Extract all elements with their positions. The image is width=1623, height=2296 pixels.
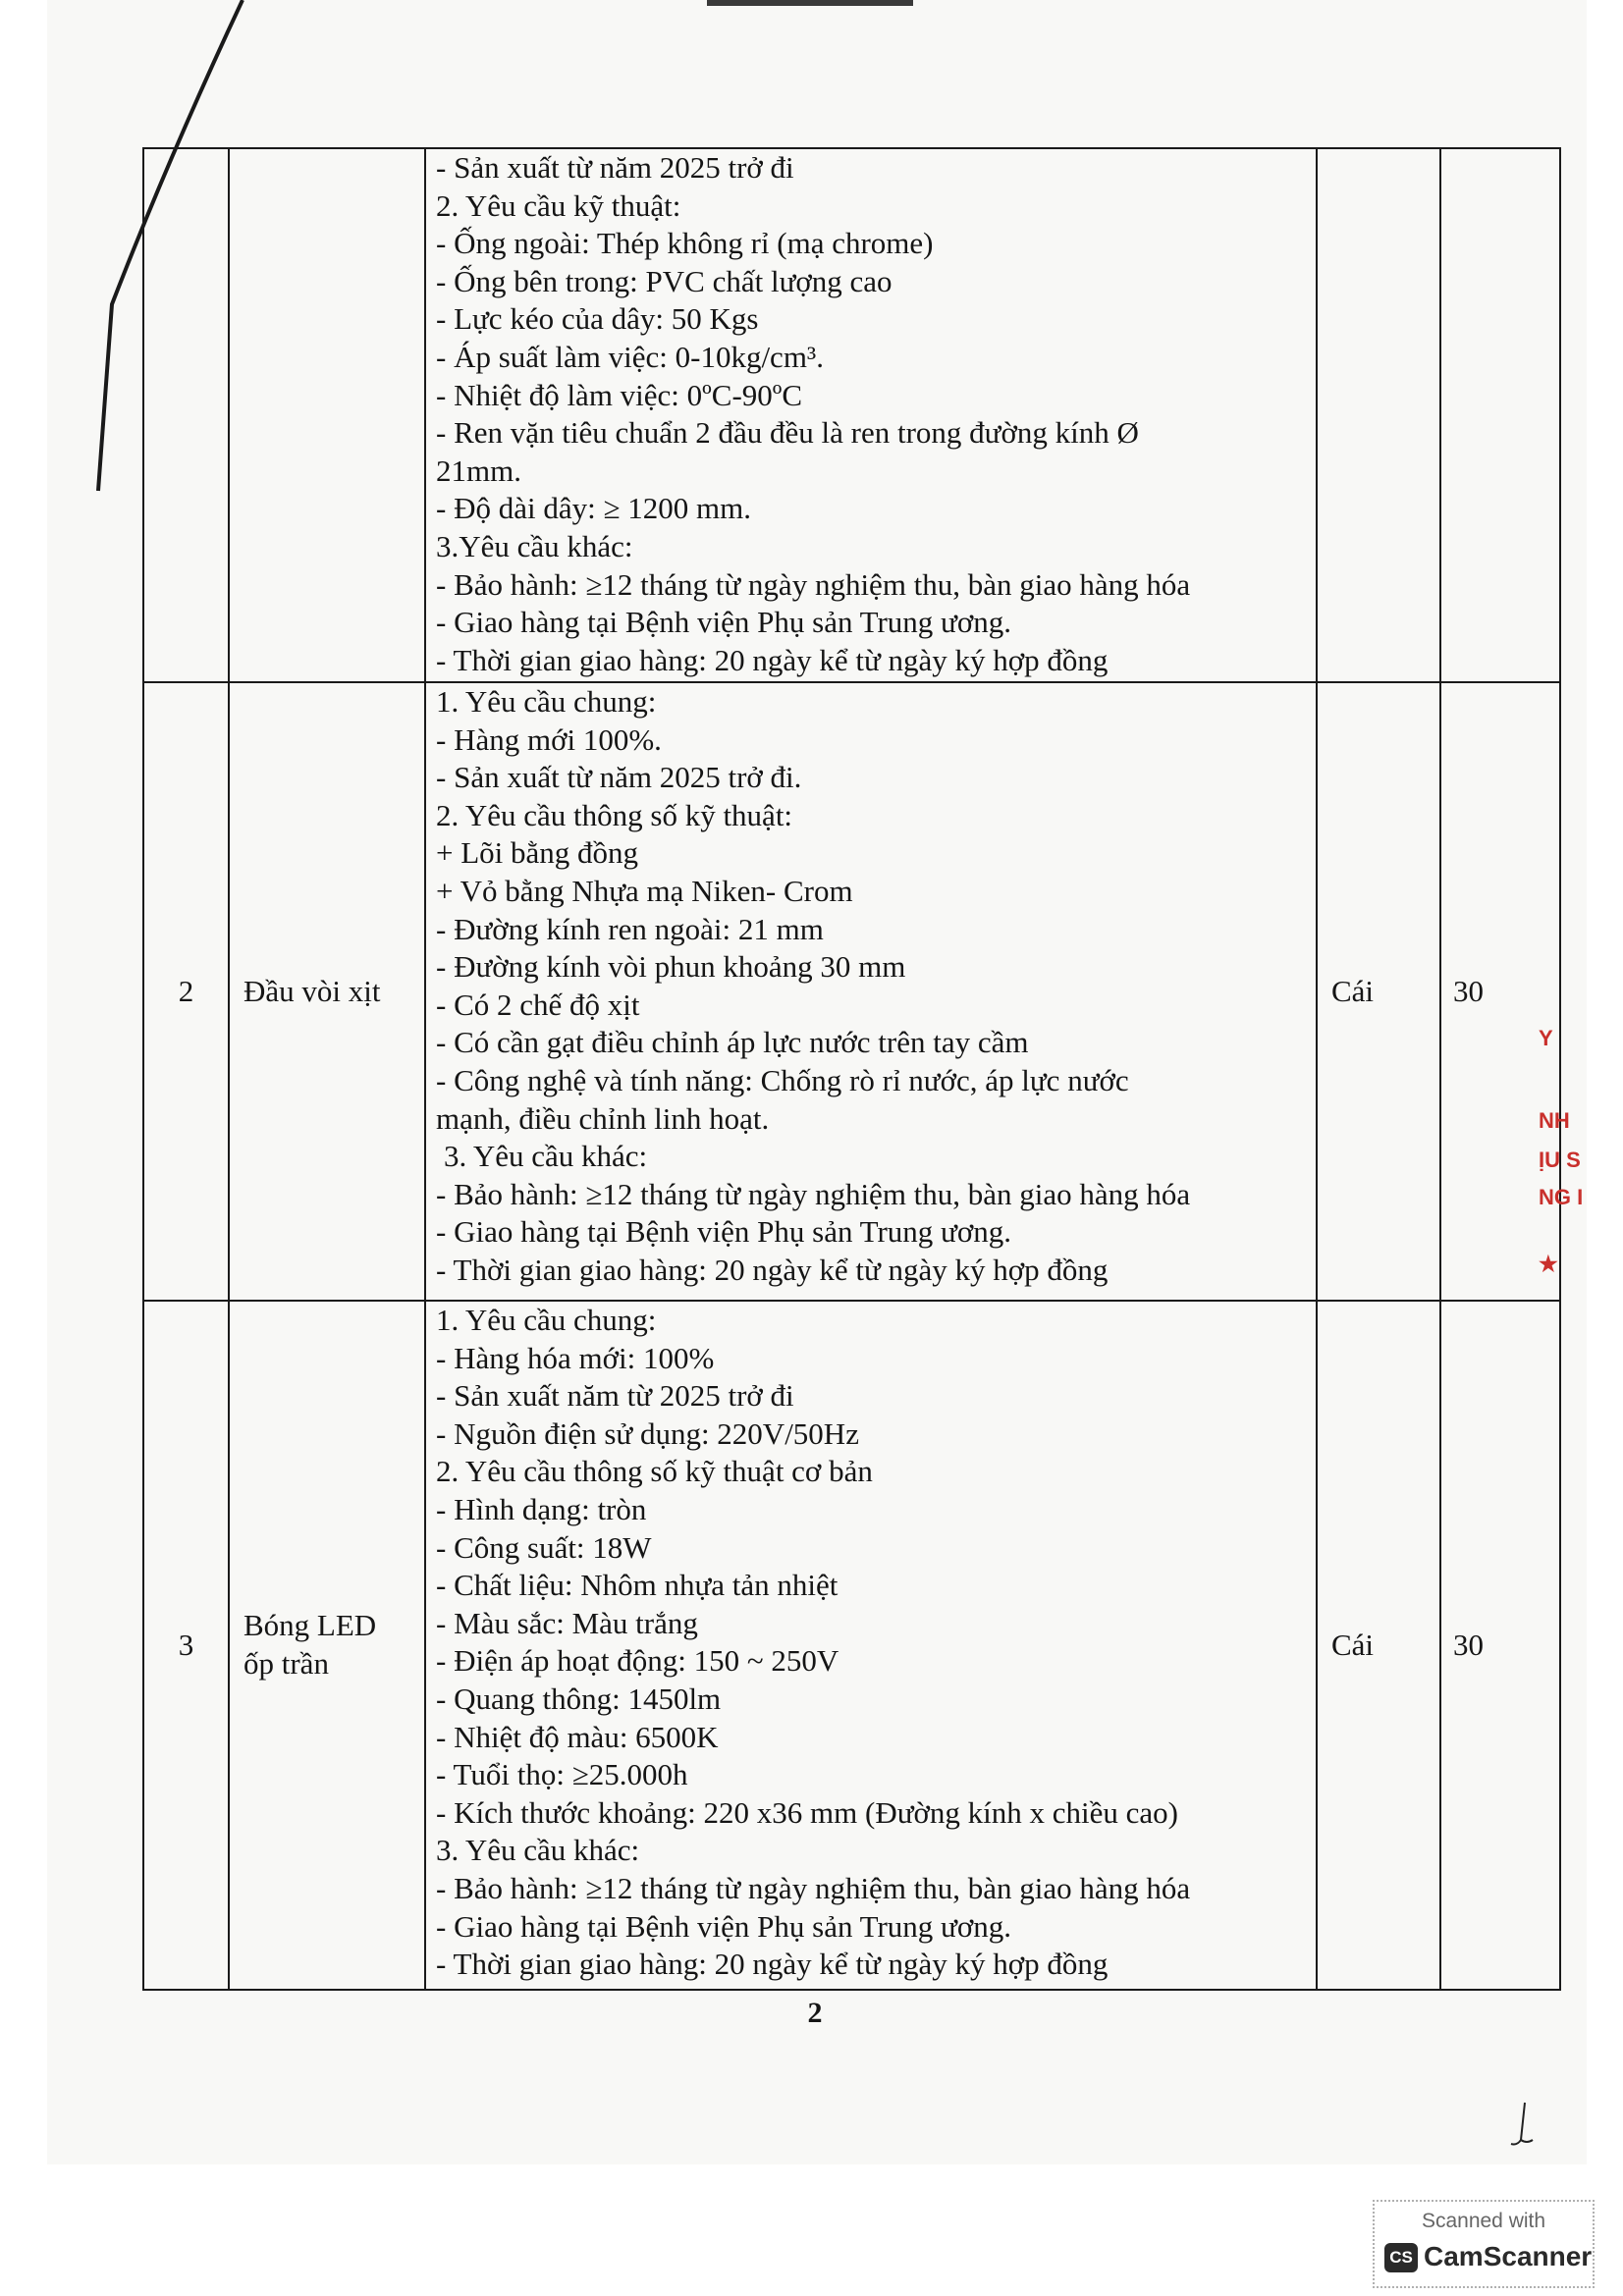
spec-line: - Có 2 chế độ xịt [436,987,640,1022]
stamp-text: NH [1539,1108,1570,1133]
camscanner-logo-icon: CS [1384,2243,1418,2272]
spec-line: - Công suất: 18W [436,1529,652,1565]
item-number-cell: 2 [143,682,229,1301]
item-name-cell [229,682,425,1301]
table-row [143,148,1560,682]
spec-line: - Tuổi thọ: ≥25.000h [436,1757,688,1792]
page-number: 2 [807,1997,823,2029]
spec-line: - Chất liệu: Nhôm nhựa tản nhiệt [436,1568,839,1603]
quantity-cell: 30 [1440,682,1560,1301]
spec-line: 2. Yêu cầu kỹ thuật: [436,187,681,223]
spec-line: - Ren vặn tiêu chuẩn 2 đầu đều là ren trong đường kính Ø [436,415,1139,451]
item-name-cell [229,1301,425,1990]
spec-line: - Bảo hành: ≥12 tháng từ ngày nghiệm thu, bàn giao hàng hóa [436,1176,1191,1211]
spec-line: - Thời gian giao hàng: 20 ngày kể từ ngày ký hợp đồng [436,642,1109,677]
spec-line: 3. Yêu cầu khác: [436,1833,640,1868]
spec-line: 3.Yêu cầu khác: [436,528,633,563]
specification-cell [425,1301,1317,1990]
spec-line: 1. Yêu cầu chung: [436,684,657,719]
spec-line: - Nhiệt độ màu: 6500K [436,1719,719,1754]
spec-line: - Có cần gạt điều chỉnh áp lực nước trên tay cầm [436,1025,1029,1060]
spec-line: 2. Yêu cầu thông số kỹ thuật cơ bản [436,1454,873,1489]
quantity-cell: 30 [1440,1301,1560,1990]
stamp-text: NG I [1539,1185,1584,1209]
spec-line: mạnh, điều chỉnh linh hoạt. [436,1100,770,1136]
red-stamp-fragment [1537,1016,1596,1291]
spec-line: - Giao hàng tại Bệnh viện Phụ sản Trung ương. [436,605,1012,640]
camscanner-badge [1373,2200,1595,2288]
stamp-text: ★ [1539,1252,1558,1276]
item-number-cell [143,148,229,682]
item-name-line: ốp trần [243,1646,329,1681]
spec-line: 2. Yêu cầu thông số kỹ thuật: [436,797,793,832]
spec-line: - Áp suất làm việc: 0-10kg/cm³. [436,339,824,374]
specification-table [142,147,1561,1991]
spec-line: - Điện áp hoạt động: 150 ~ 250V [436,1643,839,1679]
spec-line: - Sản xuất từ năm 2025 trở đi [436,150,794,185]
spec-line: - Nguồn điện sử dụng: 220V/50Hz [436,1415,859,1451]
table-row [143,1301,1560,1990]
item-name-cell [229,148,425,682]
spec-line: - Ống ngoài: Thép không rỉ (mạ chrome) [436,226,934,261]
spec-line: - Hàng hóa mới: 100% [436,1340,715,1375]
spec-line: - Ống bên trong: PVC chất lượng cao [436,263,893,298]
spec-line: - Sản xuất năm từ 2025 trở đi [436,1378,794,1414]
spec-line: - Sản xuất từ năm 2025 trở đi. [436,760,802,795]
table-row [143,682,1560,1301]
spec-line: - Thời gian giao hàng: 20 ngày kể từ ngày ký hợp đồng [436,1252,1109,1287]
spec-line: - Bảo hành: ≥12 tháng từ ngày nghiệm thu, bàn giao hàng hóa [436,566,1191,602]
scanned-with-text: Scanned with [1421,2210,1546,2232]
spec-line: - Đường kính ren ngoài: 21 mm [436,911,824,946]
quantity-cell [1440,148,1560,682]
spec-line: - Độ dài dây: ≥ 1200 mm. [436,491,751,526]
specification-cell [425,148,1317,682]
spec-line: - Kích thước khoảng: 220 x36 mm (Đường kính x chiều cao) [436,1794,1178,1830]
spec-line: - Quang thông: 1450lm [436,1681,722,1716]
spec-line: - Giao hàng tại Bệnh viện Phụ sản Trung ương. [436,1214,1012,1250]
spec-line: + Lõi bằng đồng [436,835,639,871]
stamp-text: Y [1539,1026,1553,1050]
spec-line: 1. Yêu cầu chung: [436,1303,657,1337]
spec-line: 21mm. [436,453,521,488]
spec-line: 3. Yêu cầu khác: [444,1139,648,1174]
spec-line: - Màu sắc: Màu trắng [436,1605,698,1640]
spec-line: - Thời gian giao hàng: 20 ngày kể từ ngày ký hợp đồng [436,1947,1109,1982]
stamp-text: ỊU S [1539,1148,1581,1172]
spec-line: - Nhiệt độ làm việc: 0ºC-90ºC [436,377,803,412]
specification-cell [425,682,1317,1301]
spec-line: - Công nghệ và tính năng: Chống rò rỉ nước, áp lực nước [436,1062,1129,1097]
handwritten-initial [1507,2101,1537,2150]
spec-line: - Hàng mới 100%. [436,721,662,757]
spec-line: - Lực kéo của dây: 50 Kgs [436,301,759,337]
item-name-line: Đầu vòi xịt [243,973,381,1008]
item-number-cell: 3 [143,1301,229,1990]
spec-line: + Vỏ bằng Nhựa mạ Niken- Crom [436,873,853,908]
spec-line: - Giao hàng tại Bệnh viện Phụ sản Trung ương. [436,1908,1012,1944]
unit-cell [1317,148,1440,682]
spec-line: - Bảo hành: ≥12 tháng từ ngày nghiệm thu, bàn giao hàng hóa [436,1870,1191,1905]
paper-top-edge-shadow [707,0,913,6]
unit-cell: Cái [1317,682,1440,1301]
camscanner-brand-name: CamScanner [1424,2241,1593,2271]
spec-line: - Hình dạng: tròn [436,1491,647,1526]
item-name-line: Bóng LED [243,1608,377,1643]
spec-line: - Đường kính vòi phun khoảng 30 mm [436,949,906,985]
unit-cell: Cái [1317,1301,1440,1990]
